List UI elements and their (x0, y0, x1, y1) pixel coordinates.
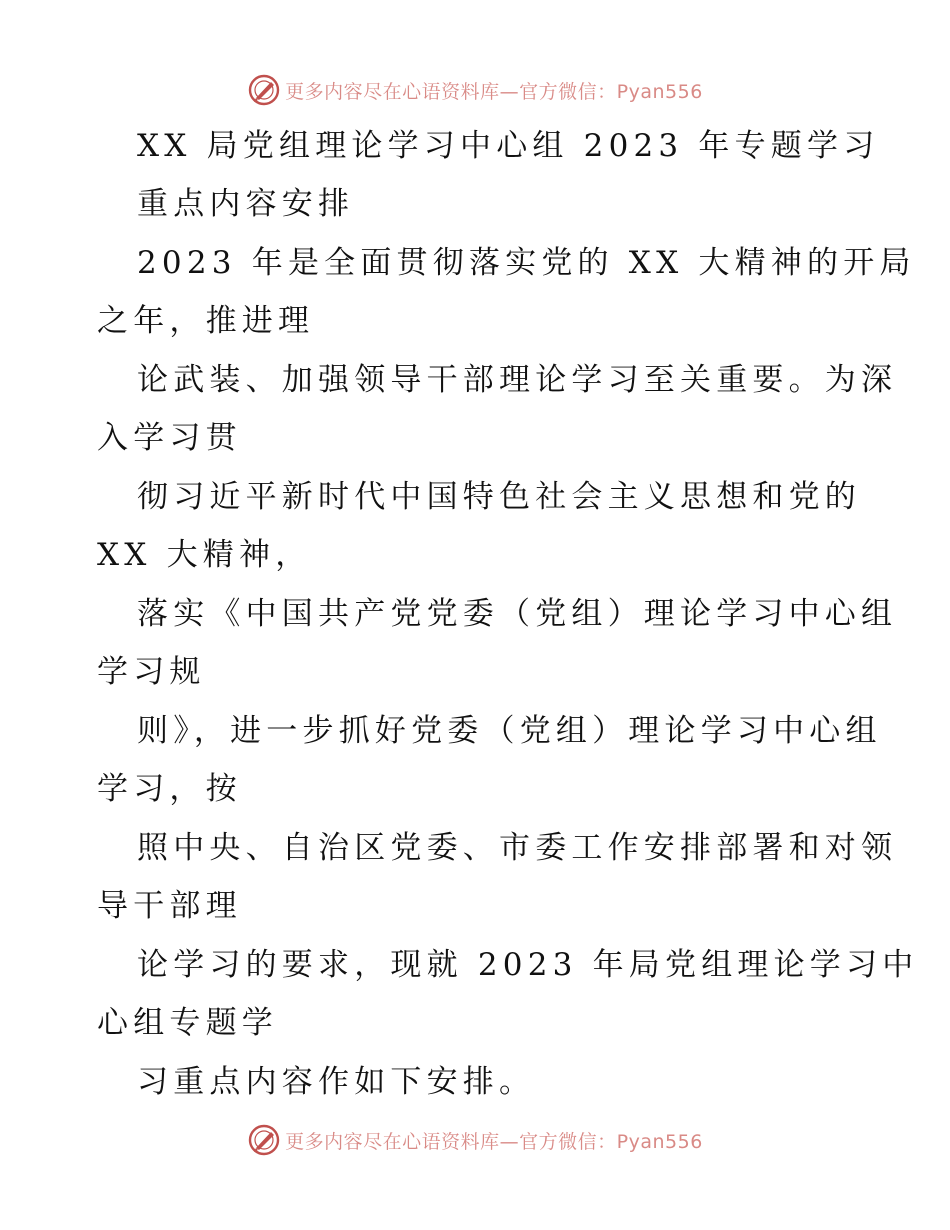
document-title-line: XX 局党组理论学习中心组 2023 年专题学习 (137, 128, 880, 164)
paragraph-line: 照中央、自治区党委、市委工作安排部署和对领 (137, 830, 898, 866)
watermark-text: 更多内容尽在心语资料库—官方微信：Pyan556 (285, 80, 703, 103)
paragraph-line: 入学习贯 (97, 420, 242, 456)
paragraph-line: 论武装、加强领导干部理论学习至关重要。为深 (137, 362, 898, 398)
document-title-line: 重点内容安排 (137, 186, 355, 222)
paragraph-line: 导干部理 (97, 888, 242, 924)
paragraph-line: 彻习近平新时代中国特色社会主义思想和党的 (137, 479, 861, 515)
paragraph-line: 学习，按 (97, 771, 242, 807)
paragraph-line: XX 大精神， (97, 537, 312, 573)
footer-watermark (0, 1120, 950, 1160)
watermark-text: 更多内容尽在心语资料库—官方微信：Pyan556 (285, 1130, 703, 1153)
paragraph-line: 2023 年是全面贯彻落实党的 XX 大精神的开局 (137, 245, 916, 281)
pen-seal-logo-icon (247, 1123, 281, 1157)
paragraph-line: 学习规 (97, 654, 206, 690)
paragraph-line: 落实《中国共产党党委（党组）理论学习中心组 (137, 596, 898, 632)
paragraph-line: 之年，推进理 (97, 303, 315, 339)
paragraph-line: 习重点内容作如下安排。 (137, 1064, 536, 1100)
paragraph-line: 论学习的要求，现就 2023 年局党组理论学习中 (137, 947, 919, 983)
paragraph-line: 心组专题学 (97, 1005, 278, 1041)
paragraph-line: 则》，进一步抓好党委（党组）理论学习中心组 (137, 713, 882, 749)
